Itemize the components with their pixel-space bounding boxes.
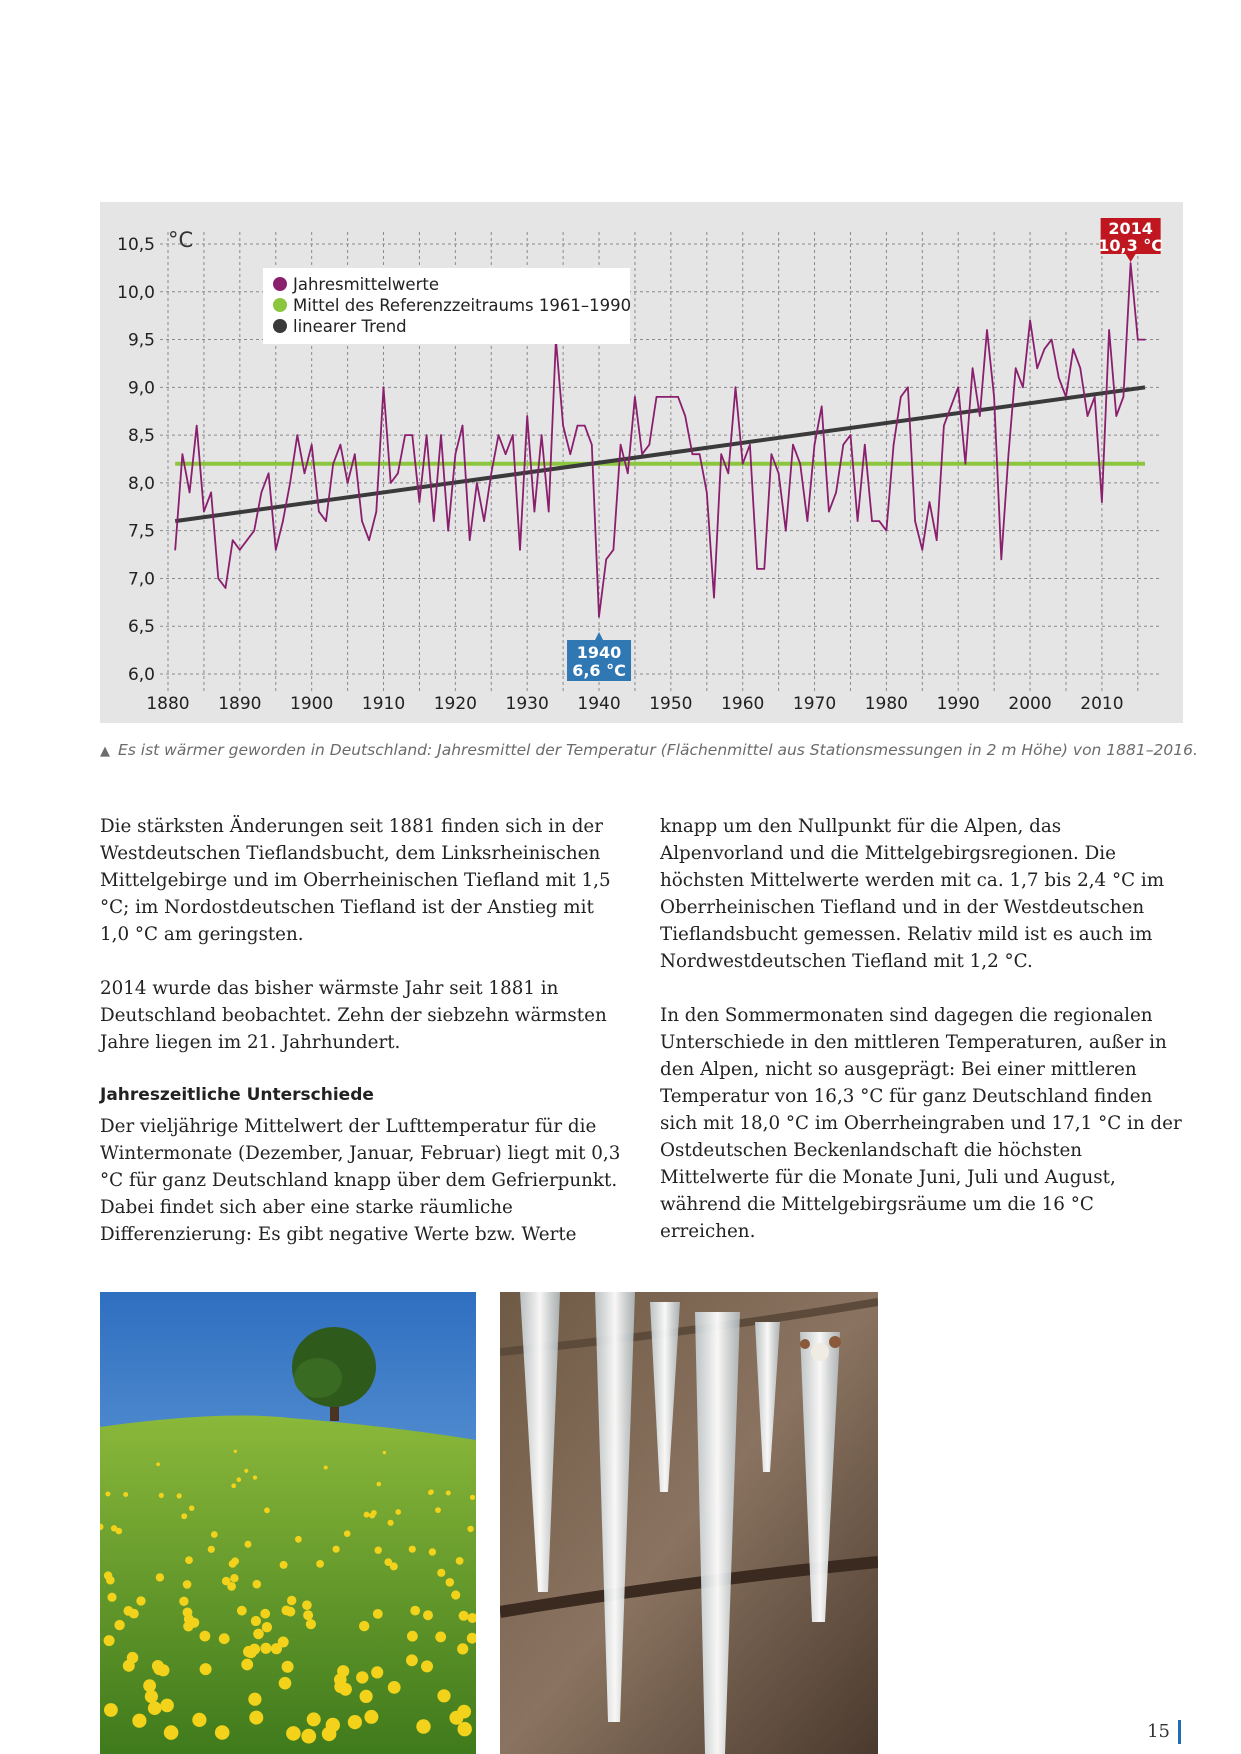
data-point: [1051, 339, 1053, 341]
data-point: [426, 434, 428, 436]
data-point: [720, 453, 722, 455]
data-point: [411, 434, 413, 436]
x-tick-label: 1900: [290, 694, 334, 714]
data-point: [419, 501, 421, 503]
legend-marker: [273, 298, 287, 312]
data-point: [857, 520, 859, 522]
data-point: [936, 539, 938, 541]
data-point: [182, 453, 184, 455]
data-point: [706, 492, 708, 494]
data-point: [943, 425, 945, 427]
data-point: [763, 568, 765, 570]
data-point: [340, 444, 342, 446]
data-point: [1080, 367, 1082, 369]
data-point: [670, 396, 672, 398]
data-point: [376, 511, 378, 513]
data-point: [821, 406, 823, 408]
data-point: [1058, 377, 1060, 379]
data-point: [828, 511, 830, 513]
x-tick-label: 1950: [649, 694, 693, 714]
data-point: [196, 425, 198, 427]
data-point: [1044, 348, 1046, 350]
data-point: [756, 568, 758, 570]
data-point: [534, 511, 536, 513]
data-point: [692, 453, 694, 455]
data-point: [1130, 262, 1132, 264]
data-point: [239, 549, 241, 551]
data-point: [253, 530, 255, 532]
min-badge-year: 1940: [576, 643, 622, 662]
chart-svg: [100, 202, 1183, 723]
data-point: [950, 406, 952, 408]
y-tick-label: 10,5: [117, 235, 155, 255]
data-point: [498, 434, 500, 436]
data-point: [541, 434, 543, 436]
data-point: [922, 549, 924, 551]
y-tick-label: 6,5: [127, 617, 155, 638]
paragraph-3: Der vieljährige Mittelwert der Lufttemperatur für die Wintermonate (Dezember, Januar, Februar) liegt mit 0,3 °C für ganz Deutschland knapp über dem Gefrierpunkt. Dabei findet sich aber eine starke räumliche Differenzierung: Es gibt negative Werte bzw. Werte knapp um den Nullpunkt für die Alpen, das Alpenvorland und die Mittelgebirgsregionen. Die höchsten Mittelwerte werden mit ca. 1,7 bis 2,4 °C im Oberrheinischen Tiefland und in der Westdeutschen Tieflandsbucht gemessen. Relativ mild ist es auch im Nordwestdeutschen Tiefland mit 1,2 °C.: [100, 816, 1165, 1245]
data-point: [957, 387, 959, 389]
y-tick-label: 9,0: [127, 378, 155, 399]
data-point: [900, 396, 902, 398]
data-point: [1094, 396, 1096, 398]
data-point: [584, 425, 586, 427]
data-point: [842, 444, 844, 446]
x-tick-label: 1890: [218, 694, 262, 714]
data-point: [742, 463, 744, 465]
data-point: [304, 473, 306, 475]
data-point: [311, 444, 313, 446]
data-point: [641, 453, 643, 455]
legend-label: Jahresmittelwerte: [293, 275, 439, 294]
data-point: [699, 453, 701, 455]
x-tick-label: 1880: [146, 694, 190, 714]
y-axis-unit: °C: [168, 228, 194, 252]
data-point: [799, 463, 801, 465]
x-tick-label: 1960: [721, 694, 765, 714]
max-badge-year: 2014: [1108, 219, 1153, 238]
data-point: [864, 444, 866, 446]
data-point: [1065, 396, 1067, 398]
data-point: [1001, 559, 1003, 561]
data-point: [455, 453, 457, 455]
data-point: [282, 520, 284, 522]
data-point: [684, 415, 686, 417]
data-point: [232, 539, 234, 541]
data-point: [835, 492, 837, 494]
data-point: [440, 434, 442, 436]
article-body: [100, 813, 1183, 1265]
legend-marker: [273, 277, 287, 291]
data-point: [620, 444, 622, 446]
x-tick-label: 1920: [433, 694, 477, 714]
data-point: [735, 387, 737, 389]
data-point: [526, 415, 528, 417]
x-tick-label: 2000: [1008, 694, 1052, 714]
data-point: [1015, 367, 1017, 369]
data-point: [433, 520, 435, 522]
data-point: [656, 396, 658, 398]
data-point: [871, 520, 873, 522]
data-point: [613, 549, 615, 551]
data-point: [289, 482, 291, 484]
data-point: [548, 511, 550, 513]
data-point: [203, 511, 205, 513]
paragraph-1: Die stärksten Änderungen seit 1881 finden sich in der Westdeutschen Tieflandsbucht, dem Linksrheinischen Mittelgebirge und im Oberrheinischen Tiefland mit 1,5 °C; im Nordostdeutschen Tiefland ist der Anstieg mit 1,0 °C am geringsten.: [100, 816, 611, 945]
x-tick-label: 1990: [936, 694, 980, 714]
data-point: [404, 434, 406, 436]
data-point: [490, 473, 492, 475]
data-point: [332, 463, 334, 465]
data-point: [189, 492, 191, 494]
data-point: [993, 396, 995, 398]
data-point: [663, 396, 665, 398]
paragraph-2: 2014 wurde das bisher wärmste Jahr seit 1881 in Deutschland beobachtet. Zehn der siebzehn wärmsten Jahre liegen im 21. Jahrhundert.: [100, 978, 607, 1053]
section-heading: Jahreszeitliche Unterschiede: [100, 1085, 374, 1105]
x-tick-label: 1940: [577, 694, 621, 714]
data-point: [1029, 320, 1031, 322]
data-point: [577, 425, 579, 427]
data-point: [505, 453, 507, 455]
y-tick-label: 6,0: [127, 665, 155, 685]
y-tick-label: 7,5: [127, 521, 155, 542]
data-point: [268, 473, 270, 475]
data-point: [512, 434, 514, 436]
data-point: [361, 520, 363, 522]
data-point: [914, 520, 916, 522]
min-badge-value: 6,6 °C: [572, 661, 626, 680]
data-point: [749, 444, 751, 446]
data-point: [986, 329, 988, 331]
data-point: [814, 444, 816, 446]
caption-text: Es ist wärmer geworden in Deutschland: Jahresmittel der Temperatur (Flächenmittel aus Stationsmessungen in 2 m Höhe) von 1881–2016.: [118, 741, 1198, 759]
data-point: [649, 444, 651, 446]
data-point: [447, 530, 449, 532]
data-point: [728, 473, 730, 475]
data-point: [261, 492, 263, 494]
y-tick-label: 7,0: [127, 569, 155, 590]
data-point: [1137, 339, 1139, 341]
legend-label: linearer Trend: [293, 317, 407, 336]
data-point: [1022, 387, 1024, 389]
y-tick-label: 10,0: [117, 282, 155, 303]
data-point: [347, 482, 349, 484]
data-point: [519, 549, 521, 551]
data-point: [1008, 453, 1010, 455]
chart-caption: [100, 741, 1198, 759]
data-point: [1144, 339, 1146, 341]
data-point: [476, 482, 478, 484]
x-tick-label: 1930: [505, 694, 549, 714]
data-point: [785, 530, 787, 532]
data-point: [965, 463, 967, 465]
paragraph-4: In den Sommermonaten sind dagegen die regionalen Unterschiede in den mittleren Temperaturen, außer in den Alpen, nicht so ausgeprägt: Bei einer mittleren Temperatur von 16,3 °C für ganz Deutschland finden sich mit 18,0 °C im Oberrheingraben und 17,1 °C in der Ostdeutschen Beckenlandschaft die höchsten Mittelwerte für die Monate Juni, Juli und August, während die Mittelgebirgsräume um die 16 °C erreichen.: [660, 1005, 1182, 1242]
data-point: [1115, 415, 1117, 417]
data-point: [469, 539, 471, 541]
data-point: [275, 549, 277, 551]
data-point: [893, 444, 895, 446]
data-point: [390, 482, 392, 484]
data-point: [318, 511, 320, 513]
data-point: [878, 520, 880, 522]
data-point: [591, 444, 593, 446]
data-point: [634, 396, 636, 398]
x-tick-label: 2010: [1080, 694, 1124, 714]
data-point: [1108, 329, 1110, 331]
data-point: [979, 415, 981, 417]
data-point: [462, 425, 464, 427]
x-tick-label: 1980: [864, 694, 909, 714]
data-point: [1123, 396, 1125, 398]
legend-marker: [273, 319, 287, 333]
data-point: [1087, 415, 1089, 417]
data-point: [246, 539, 248, 541]
data-point: [598, 616, 600, 618]
data-point: [929, 501, 931, 503]
data-point: [627, 473, 629, 475]
page-number: 15: [1147, 1720, 1181, 1744]
y-tick-label: 8,5: [127, 426, 155, 447]
data-point: [807, 520, 809, 522]
data-point: [778, 473, 780, 475]
data-point: [368, 539, 370, 541]
caption-marker: ▲: [100, 744, 110, 759]
data-point: [972, 367, 974, 369]
data-point: [1072, 348, 1074, 350]
data-point: [792, 444, 794, 446]
data-point: [713, 597, 715, 599]
data-point: [771, 453, 773, 455]
y-tick-label: 8,0: [127, 473, 155, 494]
data-point: [297, 434, 299, 436]
data-point: [325, 520, 327, 522]
legend-label: Mittel des Referenzzeitraums 1961–1990: [293, 296, 632, 315]
x-tick-label: 1970: [792, 694, 837, 714]
data-point: [850, 434, 852, 436]
data-point: [1101, 501, 1103, 503]
data-point: [483, 520, 485, 522]
data-point: [225, 587, 227, 589]
data-point: [217, 578, 219, 580]
data-point: [677, 396, 679, 398]
data-point: [210, 492, 212, 494]
data-point: [569, 453, 571, 455]
data-point: [1036, 367, 1038, 369]
data-point: [174, 549, 176, 551]
data-point: [605, 559, 607, 561]
data-point: [562, 425, 564, 427]
data-point: [354, 453, 356, 455]
data-point: [886, 530, 888, 532]
data-point: [907, 387, 909, 389]
icicles-photo: [500, 1292, 878, 1754]
y-tick-label: 9,5: [127, 330, 155, 351]
data-point: [383, 387, 385, 389]
data-point: [397, 473, 399, 475]
temperature-chart: [100, 202, 1183, 723]
x-tick-label: 1910: [361, 694, 406, 714]
max-badge-value: 10,3 °C: [1098, 236, 1164, 255]
meadow-tree-photo: [100, 1292, 476, 1754]
